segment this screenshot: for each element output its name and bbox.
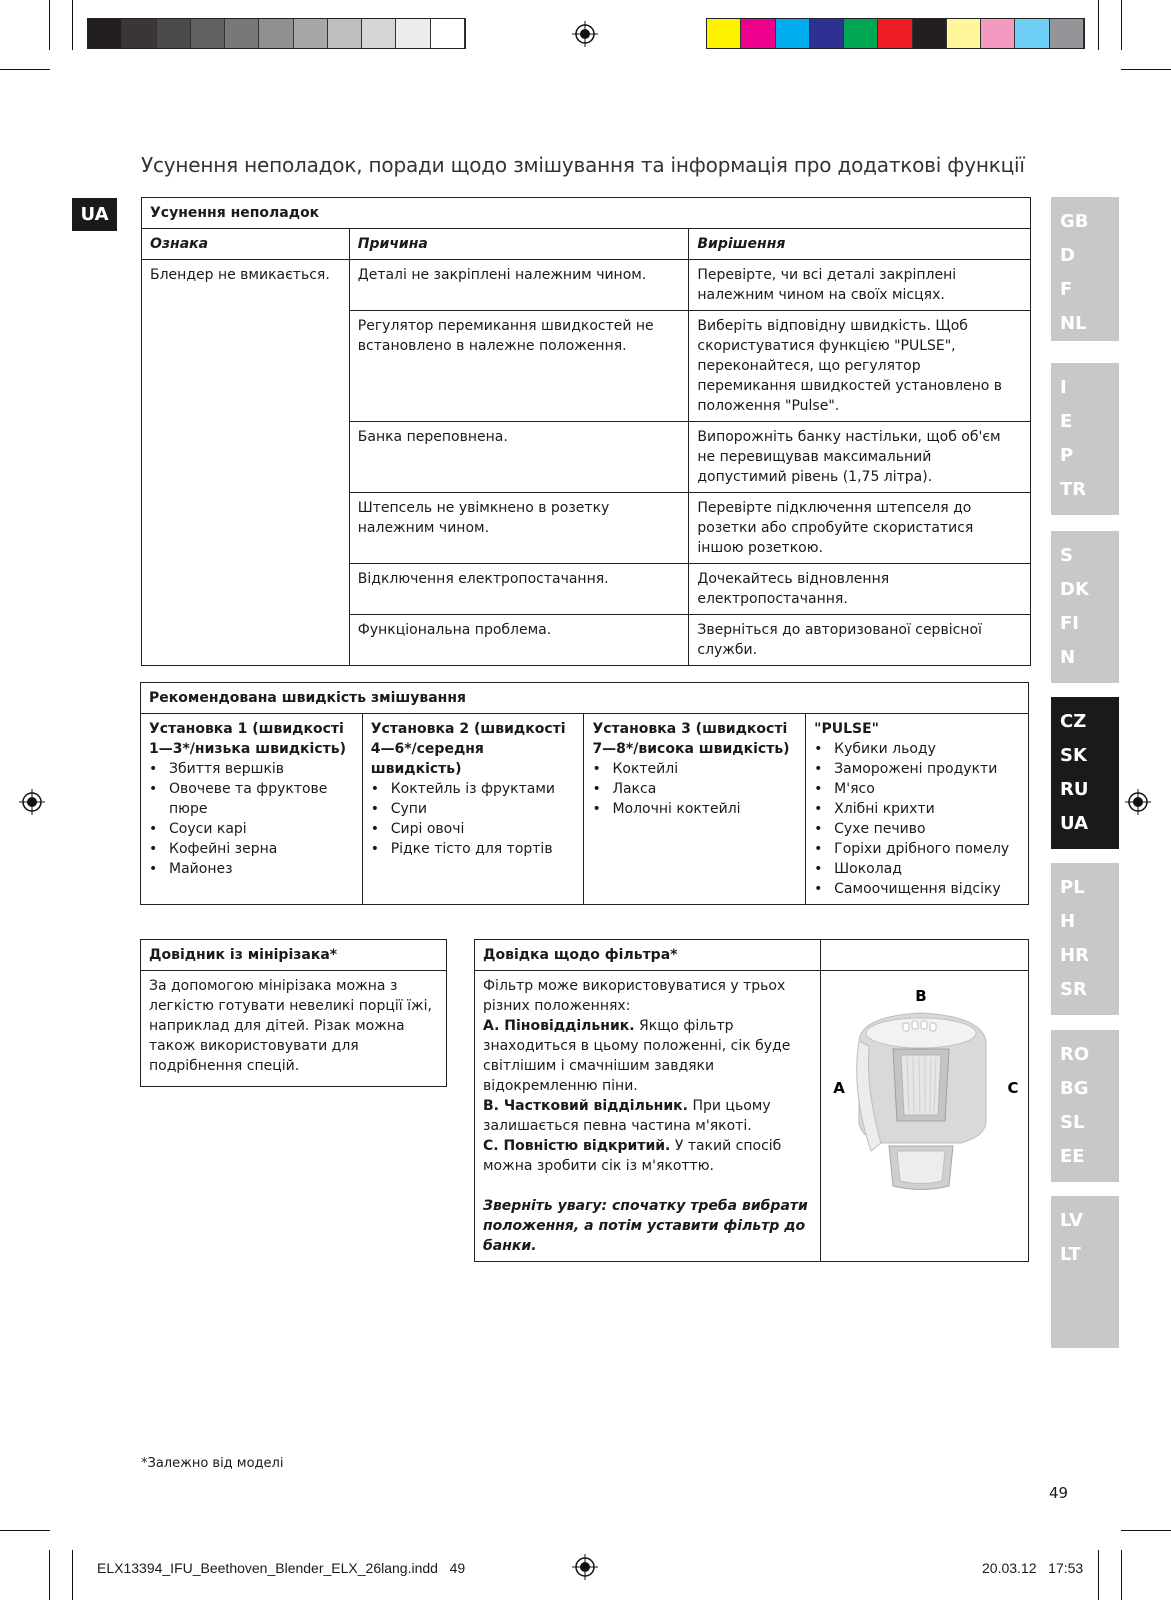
registration-mark-icon [572, 1554, 598, 1580]
color-swatch [294, 19, 328, 48]
list-item: • Молочні коктейлі [612, 799, 797, 819]
language-code: E [1060, 411, 1073, 432]
grayscale-color-bar [87, 18, 466, 49]
list-item: • Самоочищення відсіку [834, 879, 1020, 899]
language-code: SK [1060, 745, 1087, 766]
language-code: N [1060, 647, 1076, 668]
solution-cell: Перевірте, чи всі деталі закріплені належним чином на своїх місцях. [689, 260, 1031, 311]
registration-mark-icon [1125, 789, 1151, 815]
list-item: • Рідке тісто для тортів [391, 839, 576, 859]
language-group [1051, 197, 1119, 341]
language-code: SL [1060, 1112, 1085, 1133]
speed-column [141, 714, 363, 905]
table-title: Рекомендована швидкість змішування [141, 683, 1029, 714]
crop-mark [1098, 0, 1099, 50]
filter-option-text: У такий спосіб можна зробити сік із м'якоттю. [483, 1138, 782, 1174]
cause-cell: Банка переповнена. [349, 422, 689, 493]
color-swatch [396, 19, 430, 48]
list-item: • Сухе печиво [834, 819, 1020, 839]
list-item: • Супи [391, 799, 576, 819]
list-item: • Хлібні крихти [834, 799, 1020, 819]
language-code: NL [1060, 313, 1087, 334]
language-code: I [1060, 377, 1067, 398]
color-swatch [878, 19, 912, 48]
crop-mark [1121, 1550, 1122, 1600]
speed-column-heading: Установка 3 (швидкості 7—8*/висока швидкість) [592, 721, 790, 757]
cause-cell: Відключення електропостачання. [349, 564, 689, 615]
solution-cell: Перевірте підключення штепселя до розетки або спробуйте скористатися іншою розеткою. [689, 493, 1031, 564]
language-code: P [1060, 445, 1074, 466]
page-title: Усунення неполадок, поради щодо змішування та інформація про додаткові функції [141, 153, 1025, 177]
crop-mark [1121, 69, 1171, 70]
footnote: *Залежно від моделі [141, 1456, 284, 1471]
language-code: TR [1060, 479, 1087, 500]
filter-option-label: C. Повністю відкритий. [483, 1138, 671, 1154]
color-swatch [947, 19, 981, 48]
color-swatch [191, 19, 225, 48]
solution-cell: Випорожніть банку настільки, щоб об'єм не перевищував максимальний допустимий рівень (1,75 літра). [689, 422, 1031, 493]
solution-cell: Виберіть відповідну швидкість. Щоб скористуватися функцією "PULSE", переконайтеся, що регулятор перемикання швидкостей установлено в положення "Pulse". [689, 311, 1031, 422]
speed-column-heading: Установка 2 (швидкості 4—6*/середня швидкість) [370, 721, 566, 777]
crop-mark [72, 0, 73, 50]
table-title: Довідник із мінірізака* [141, 940, 447, 971]
list-item: • Овочеве та фруктове пюре [169, 779, 354, 819]
color-swatch [157, 19, 191, 48]
crop-mark [0, 69, 50, 70]
language-group [1051, 363, 1119, 515]
filter-option-text: При цьому залишається певна частина м'якоті. [483, 1098, 771, 1134]
color-swatch [844, 19, 878, 48]
crop-mark [49, 1550, 50, 1600]
color-swatch [1050, 19, 1084, 48]
language-code: HR [1060, 945, 1089, 966]
language-code: FI [1060, 613, 1079, 634]
color-swatch [259, 19, 293, 48]
speed-column [584, 714, 806, 905]
filter-option-label: A. Піновіддільник. [483, 1018, 635, 1034]
crop-mark [0, 1530, 50, 1531]
file-slug: ELX13394_IFU_Beethoven_Blender_ELX_26lang.indd 49 [97, 1560, 466, 1576]
color-swatch [362, 19, 396, 48]
page-number: 49 [1049, 1484, 1069, 1502]
filter-option-label: B. Частковий віддільник. [483, 1098, 688, 1114]
color-swatch [741, 19, 775, 48]
speed-table [140, 682, 1029, 905]
diagram-label-c: C [1007, 1079, 1019, 1097]
empty-header-cell [821, 940, 1029, 971]
diagram-label-b: B [915, 987, 927, 1005]
cmyk-color-bar [706, 18, 1085, 49]
symptom-cell: Блендер не вмикається. [142, 260, 350, 666]
troubleshooting-table [141, 197, 1031, 666]
filter-diagram-cell [821, 971, 1029, 1262]
filter-illustration [857, 1013, 986, 1190]
list-item: • Майонез [169, 859, 354, 879]
language-group [1051, 531, 1119, 683]
language-code: SR [1060, 979, 1087, 1000]
color-swatch [431, 19, 465, 48]
solution-cell: Дочекайтесь відновлення електропостачання. [689, 564, 1031, 615]
language-code: BG [1060, 1078, 1089, 1099]
list-item: • Коктейлі [612, 759, 797, 779]
color-swatch [810, 19, 844, 48]
solution-cell: Зверніться до авторизованої сервісної служби. [689, 615, 1031, 666]
table-title: Довідка щодо фільтра* [475, 940, 821, 971]
filter-option-c [483, 1136, 812, 1176]
language-code: EE [1060, 1146, 1085, 1167]
language-code: H [1060, 911, 1076, 932]
list-item: • Сирі овочі [391, 819, 576, 839]
mini-chopper-table [140, 939, 447, 1087]
list-item: • Горіхи дрібного помелу [834, 839, 1020, 859]
list-item: • Коктейль із фруктами [391, 779, 576, 799]
column-header: Ознака [142, 229, 350, 260]
table-title: Усунення неполадок [142, 198, 1031, 229]
diagram-label-a: A [833, 1079, 845, 1097]
cause-cell: Штепсель не увімкнено в розетку належним чином. [349, 493, 689, 564]
language-code: LT [1060, 1244, 1081, 1265]
filter-intro: Фільтр може використовуватися у трьох різних положеннях: [483, 978, 786, 1014]
registration-mark-icon [19, 789, 45, 815]
language-group [1051, 1030, 1119, 1182]
language-group [1051, 863, 1119, 1015]
list-item: • Заморожені продукти [834, 759, 1020, 779]
list-item: • Соуси карі [169, 819, 354, 839]
speed-column-heading: "PULSE" [814, 721, 879, 737]
color-swatch [122, 19, 156, 48]
list-item: • Кофейні зерна [169, 839, 354, 859]
filter-diagram [821, 971, 1021, 1231]
language-code: RO [1060, 1044, 1090, 1065]
crop-mark [1098, 1550, 1099, 1600]
language-group [1051, 1196, 1119, 1348]
crop-mark [1121, 1530, 1171, 1531]
crop-mark [1121, 0, 1122, 50]
filter-note: Зверніть увагу: спочатку треба вибрати положення, а потім уставити фільтр до банки. [483, 1198, 808, 1254]
mini-chopper-text: За допомогою мінірізака можна з легкістю готувати невеликі порції їжі, наприклад для дітей. Різак можна також використовувати для подрібнення спецій. [141, 971, 447, 1087]
language-code: UA [1060, 813, 1088, 834]
speed-column-heading: Установка 1 (швидкості 1—3*/низька швидкість) [149, 721, 347, 757]
language-code: D [1060, 245, 1075, 266]
color-swatch [707, 19, 741, 48]
speed-column [806, 714, 1029, 905]
list-item: • Кубики льоду [834, 739, 1020, 759]
column-header: Причина [349, 229, 689, 260]
cause-cell: Функціональна проблема. [349, 615, 689, 666]
filter-option-b [483, 1096, 812, 1136]
language-code: LV [1060, 1210, 1083, 1231]
language-code: GB [1060, 211, 1089, 232]
color-swatch [225, 19, 259, 48]
registration-mark-icon [572, 21, 598, 47]
list-item: • Шоколад [834, 859, 1020, 879]
language-code: F [1060, 279, 1073, 300]
language-code: RU [1060, 779, 1089, 800]
crop-mark [72, 1550, 73, 1600]
filter-option-a [483, 1016, 812, 1096]
date-slug: 20.03.12 17:53 [982, 1560, 1084, 1576]
language-code: PL [1060, 877, 1085, 898]
speed-column [362, 714, 584, 905]
list-item: • Лакса [612, 779, 797, 799]
color-swatch [913, 19, 947, 48]
column-header: Вирішення [689, 229, 1031, 260]
language-code: S [1060, 545, 1073, 566]
color-swatch [1015, 19, 1049, 48]
color-swatch [88, 19, 122, 48]
table-row [142, 260, 1031, 311]
list-item: • М'ясо [834, 779, 1020, 799]
filter-option-text: Якщо фільтр знаходиться в цьому положенні, сік буде світлішим і смачнішим завдяки відокремленню піни. [483, 1018, 791, 1094]
language-code: DK [1060, 579, 1089, 600]
filter-table [474, 939, 1029, 1262]
language-tab: UA [72, 198, 117, 231]
language-group-current [1051, 697, 1119, 849]
crop-mark [49, 0, 50, 50]
filter-description [475, 971, 821, 1262]
cause-cell: Деталі не закріплені належним чином. [349, 260, 689, 311]
color-swatch [981, 19, 1015, 48]
color-swatch [776, 19, 810, 48]
cause-cell: Регулятор перемикання швидкостей не встановлено в належне положення. [349, 311, 689, 422]
list-item: • Збиття вершків [169, 759, 354, 779]
language-code: CZ [1060, 711, 1087, 732]
color-swatch [328, 19, 362, 48]
